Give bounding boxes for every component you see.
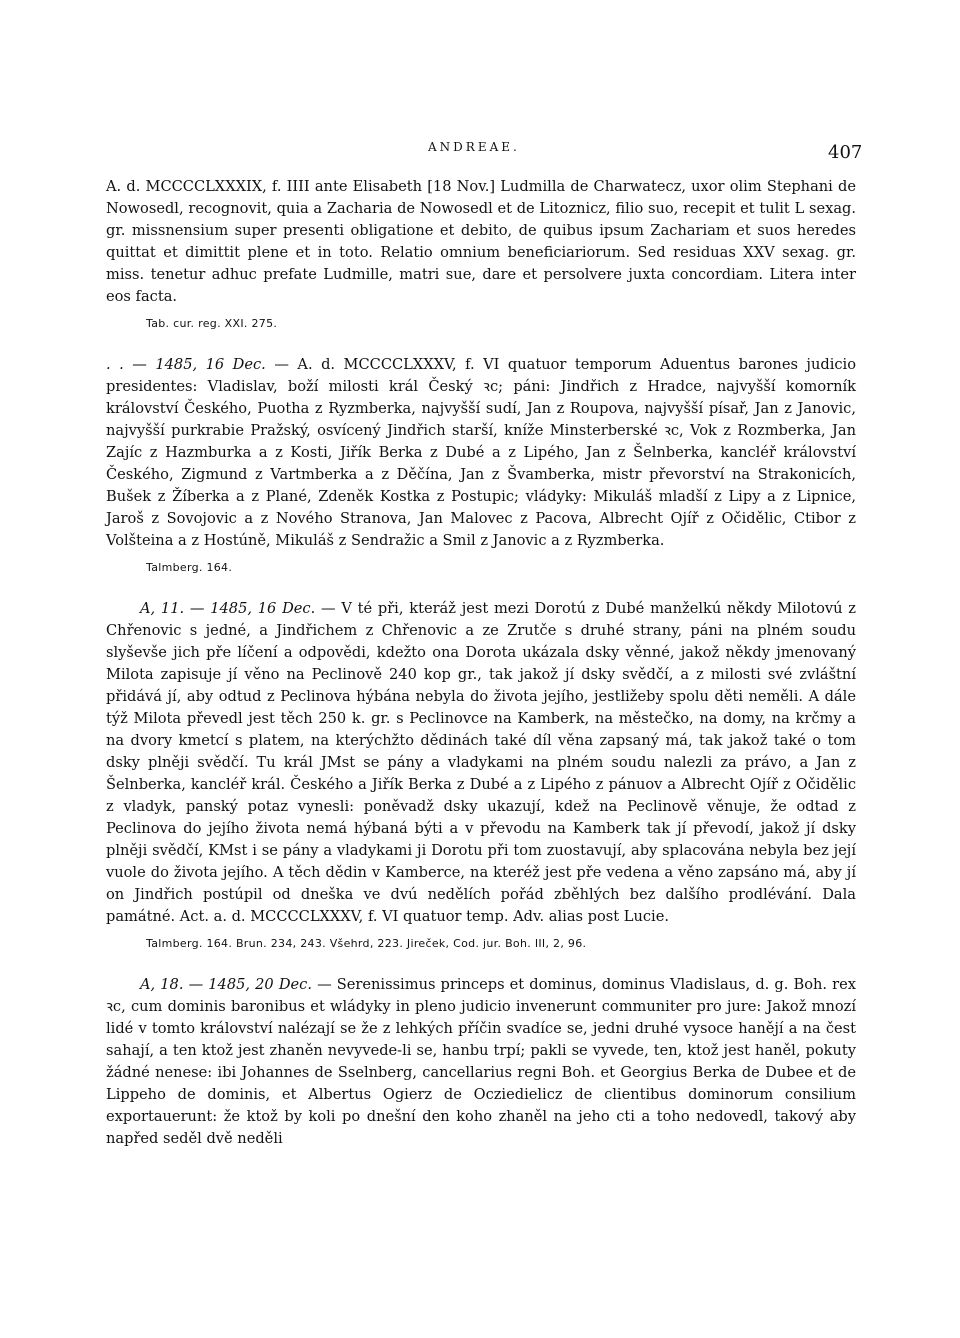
source-citation: Tab. cur. reg. XXI. 275. xyxy=(146,317,278,330)
source-citation: Talmberg. 164. xyxy=(146,561,233,574)
entry-2 xyxy=(106,354,856,577)
source-citation: Talmberg. 164. Brun. 234, 243. Všehrd, 223. Jireček, Cod. jur. Boh. III, 2, 96. xyxy=(146,937,587,950)
entry-text: V té při, kteráž jest mezi Dorotú z Dubé manželkú někdy Milotovú z Chřenovic s jedné, a Jindřichem z Chřenovic a ze Zrutče s druhé strany, páni na plném soudu slyševše jich pře líčení a odpovědi, kdežto ona Dorota ukázala dsky věnné, jakož někdy jmenovaný Milota zapisuje jí věno na Peclinově 240 kop gr., tak jakož jí dsky svědčí, a z milosti své zvláštní přidává jí, aby odtud z Peclinova hýbána nebyla do života jejího, jestližeby spolu děti neměli. A dále týž Milota převedl jest těch 250 k. gr. s Peclinovce na Kamberk, na městečko, na domy, na krčmy a na dvory kmetcí s platem, na kterýchžto dědinách také díl věna zapsaný má, tak jakož také o tom dsky plněji svědčí. Tu král JMst se pány a vladykami na plném soudu nalezli za právo, a Jan z Šelnberka, kancléř král. Českého a Jiřík Berka z Dubé a z Lipého z pánuov a Albrecht Ojíř z Očidělic z vladyk, panský potaz vynesli: poněvadž dsky ukazují, kdež na Peclinově věnuje, že odtad z Peclinova do jejího života nemá hýbaná býti a v převodu na Kamberk tak jí převodí, jakož jí dsky plněji svědčí, KMst i se pány a vladykami ji Dorotu při tom zuostavují, aby splacována nebyla bez její vuole do života jejího. A těch dědin v Kamberce, na kteréž jest pře vedena a věno zapsáno má, aby jí on Jindřich postúpil od dneška ve dvú nedělích pořád zběhlých bez dalšího prodlévání. Dala památné. Act. a. d. MCCCCLXXXV, f. VI quatuor temp. Adv. alias post Lucie. xyxy=(106,600,856,925)
entry-text: A. d. MCCCCLXXXV, f. VI quatuor temporum Aduentus barones judicio presidentes: Vladislav, boží milosti král Český ꝛc; páni: Jindřich z Hradce, najvyšší komorník království Českého, Puotha z Ryzmberka, najvyšší sudí, Jan z Roupova, najvyšší písař, Jan z Janovic, najvyšší purkrabie Pražský, osvícený Jindřich starší, kníže Minsterberské ꝛc, Vok z Rozmberka, Jan Zajíc z Hazmburka a z Kosti, Jiřík Berka z Dubé a z Lipého, Jan z Šelnberka, kancléř království Českého, Zigmund z Vartmberka a z Děčína, Jan z Švamberka, mistr převorství na Strakonicích, Bušek z Žíberka a z Plané, Zdeněk Kostka z Postupic; vládyky: Mikuláš mladší z Lipy a z Lipnice, Jaroš z Sovojovic a z Nového Stranova, Jan Malovec z Pacova, Albrecht Ojíř z Očidělic, Ctibor z Volšteina a z Hostúně, Mikuláš z Sendražic a Smil z Janovic a z Ryzmberka. xyxy=(106,356,856,549)
heading-dash: — xyxy=(311,976,337,993)
heading-dash: — xyxy=(315,600,342,617)
heading-dash: — xyxy=(265,356,298,373)
entry-text: Serenissimus princeps et dominus, dominus Vladislaus, d. g. Boh. rex ꝛc, cum dominis baronibus et wládyky in pleno judicio invenerunt communiter pro jure: Jakož mnozí lidé v tomto království nalézají se že z lehkých příčin svadíce se, jedni druhé vysoce hanějí a na čest sahají, a ten ktož jest zhaněn nevyvede-li se, hanbu trpí; pakli se vyvede, ten, ktož jest haněl, pokuty žádné nenese: ibi Johannes de Sselnberg, cancellarius regni Boh. et Georgius Berka de Dubee et de Lippeho de dominis, et Albertus Ogierz de Ocziedielicz de clientibus dominorum consilium exportauerunt: že ktož by koli po dnešní den koho zhaněl na jeho cti a toho nedovedl, takový aby napřed seděl dvě neděli xyxy=(106,976,856,1147)
entry-heading: A, 18. — 1485, 20 Dec. xyxy=(140,976,312,993)
entry-heading: . . — 1485, 16 Dec. xyxy=(106,356,266,373)
entry-paragraph xyxy=(106,354,856,552)
page-number: 407 xyxy=(828,142,863,163)
page-header xyxy=(0,132,960,164)
entry-text: A. d. MCCCCLXXXIX, f. IIII ante Elisabeth [18 Nov.] Ludmilla de Charwatecz, uxor olim Stephani de Nowosedl, recognovit, quia a Zacharia de Nowosedl et de Litoznicz, filio suo, recepit et tulit L sexag. gr. missnensium super presenti obligatione et debito, de quibus ipsum Zachariam et suos heredes quittat et dimittit plene et in toto. Relatio omnium beneficiariorum. Sed residuas XXV sexag. gr. miss. tenetur adhuc prefate Ludmille, matri sue, dare et persolvere juxta concordiam. Litera inter eos facta. xyxy=(106,178,856,305)
entry-heading: A, 11. — 1485, 16 Dec. xyxy=(140,600,316,617)
entry-paragraph xyxy=(106,974,856,1150)
running-head: ANDREAE. xyxy=(428,140,520,154)
entry-1 xyxy=(106,176,856,333)
page-content xyxy=(106,176,856,1171)
entry-paragraph xyxy=(106,598,856,928)
entry-4 xyxy=(106,974,856,1150)
entry-3 xyxy=(106,598,856,953)
